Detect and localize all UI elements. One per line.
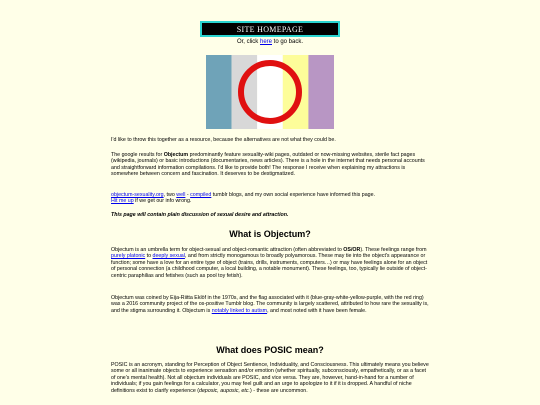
link-compiled[interactable]: compiled xyxy=(190,192,212,198)
posic-paragraph-1: POSIC is an acronym, standing for Perception of Object Sentience, Individuality, and Consciousness. This ultimately means you believe some or all inanimate objects to experience sensation and/or emotion (whether spiritually, subconsciously, empathetically, or as a facet of one's mental health). Not all objectum individuals are POSIC, and vice versa. They are, however, hand-in-hand for a number of individuals; if you gain feelings for a calculator, you may feel guilt and an urge to apologize to it if it is dropped. A handful of niche definitions exist to clarify experience (deposic, auposic, etc.) - these are uncommon. xyxy=(111,362,429,394)
back-line xyxy=(0,39,540,45)
back-prefix: Or, click xyxy=(236,39,260,45)
link-hit-me-up[interactable]: Hit me up xyxy=(111,198,134,205)
heading-what-does-posic-mean: What does POSIC mean? xyxy=(216,345,324,355)
objectum-flag xyxy=(206,55,334,129)
flag-stripe-purple xyxy=(308,55,334,129)
intro-paragraph-4: This page will contain plain discussion of sexual desire and attraction. xyxy=(111,212,289,218)
back-link[interactable]: here xyxy=(259,39,272,45)
link-objectum-sexuality-org[interactable]: objectum-sexuality.org xyxy=(111,192,164,198)
intro-paragraph-2: The google results for Objectum predominantly feature sexuality-wiki pages, outdated or now-missing websites, sterile fact pages (wikipedia, journals) or basic introductions (documentaries, news articles). There is a hole in the internet that needs personal accounts and straightforward information compilations. I'd like to provide both! The response I receive when explaining my attractions is somewhere between concern and fascination. It deserves to be destigmatized. xyxy=(111,152,425,178)
objectum-paragraph-1: Objectum is an umbrella term for object-sexual and object-romantic attraction (often abbreviated to OS/OR). These feelings range from purely platonic to deeply sexual, and from strictly monogamous to broadly polyamorous. These may tie into the object's appearance or function; some have a love for an entire type of object (trains, drills, instruments, computers…) or may have feelings alone for an object of personal connection (a childhood computer, a local building, a notable monument). These feelings, too, typically lie outside of object-centric paraphilias and fetishes (such as pool toy fetish). xyxy=(111,247,428,279)
objectum-bold: Objectum xyxy=(163,152,189,158)
site-homepage-button[interactable] xyxy=(200,21,340,37)
back-suffix: to go back. xyxy=(272,39,304,45)
link-deeply-sexual[interactable]: deeply sexual xyxy=(152,253,185,260)
objectum-paragraph-2: Objectum was coined by Eija-Riitta Eklöf in the 1970s, and the flag associated with it (blue-gray-white-yellow-purple, with the red ring) was a 2016 community project of the os-positive Tumblr blog. The community is largely scattered, attributed to how rare the sexuality is, and the stigma surrounding it. Objectum is notably linked to autism, and most noted with it have been female. xyxy=(111,295,429,314)
heading-what-is-objectum: What is Objectum? xyxy=(229,229,311,239)
site-homepage-label: SITE HOMEPAGE xyxy=(236,24,304,34)
flag-stripe-blue xyxy=(206,55,232,129)
link-notably-linked-to-autism[interactable]: notably linked to autism xyxy=(211,307,268,314)
link-purely-platonic[interactable]: purely platonic xyxy=(111,253,146,260)
intro-paragraph-3: objectum-sexuality.org, two well - compiled tumblr blogs, and my own social experience have informed this page. Hit me up if we get our info wrong. xyxy=(111,192,376,205)
link-well[interactable]: well xyxy=(176,192,186,198)
intro-paragraph-1: I'd like to throw this together as a resource, because the alternatives are not what they could be. xyxy=(111,137,336,143)
